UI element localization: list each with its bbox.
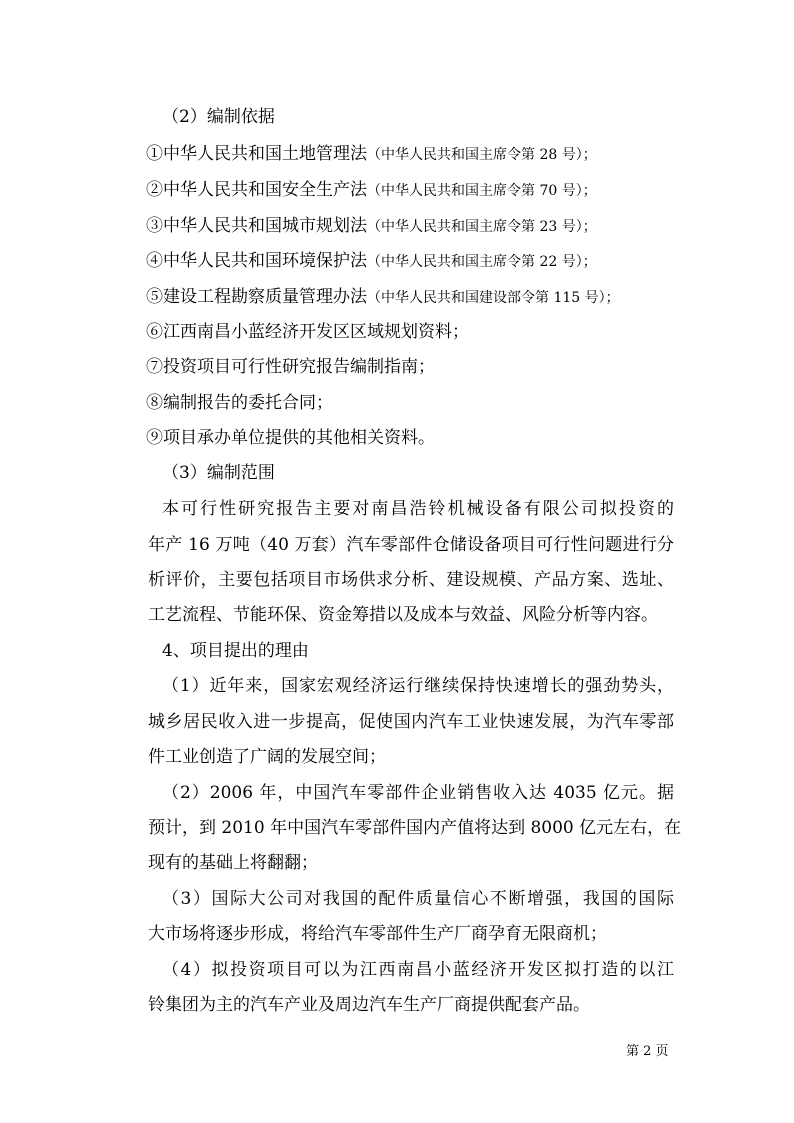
- basis-item: [146, 144, 597, 165]
- scope-line: 析评价，主要包括项目市场供求分析、建设规模、产品方案、选址、: [148, 570, 674, 590]
- basis-item-main: ⑤建设工程勘察质量管理办法: [146, 287, 367, 307]
- page-number: 第 2 页: [626, 1044, 669, 1059]
- scope-line: 本可行性研究报告主要对南昌浩铃机械设备有限公司拟投资的: [162, 499, 674, 519]
- basis-item-main: ⑦投资项目可行性研究报告编制指南；: [146, 357, 435, 377]
- basis-item: [146, 216, 597, 237]
- basis-item: [146, 287, 620, 308]
- scope-line: 工艺流程、节能环保、资金筹措以及成本与效益、风险分析等内容。: [148, 605, 658, 625]
- basis-item-main: ②中华人民共和国安全生产法: [146, 180, 367, 200]
- section-heading-scope: （3）编制范围: [162, 463, 275, 483]
- reason-line: 预计，到 2010 年中国汽车零部件国内产值将达到 8000 亿元左右，在: [148, 818, 682, 838]
- basis-item-ref: （中华人民共和国主席令第 70 号）；: [367, 183, 597, 199]
- scope-line: 年产 16 万吨（40 万套）汽车零部件仓储设备项目可行性问题进行分: [148, 535, 674, 555]
- basis-item-main: ④中华人民共和国环境保护法: [146, 251, 367, 271]
- basis-item: [146, 180, 597, 201]
- reason-line: （3）国际大公司对我国的配件质量信心不断增强，我国的国际: [162, 889, 674, 909]
- basis-item-ref: （中华人民共和国主席令第 23 号）；: [367, 219, 597, 235]
- basis-item-main: ①中华人民共和国土地管理法: [146, 144, 367, 164]
- reason-line: 现有的基础上将翻翻；: [148, 853, 318, 873]
- reason-line: （1）近年来，国家宏观经济运行继续保持快速增长的强劲势头，: [162, 676, 674, 696]
- basis-item: [146, 428, 435, 448]
- basis-item-main: ⑥江西南昌小蓝经济开发区区域规划资料；: [146, 322, 469, 342]
- reason-line: （2）2006 年，中国汽车零部件企业销售收入达 4035 亿元。据: [162, 783, 674, 803]
- reason-line: （4）拟投资项目可以为江西南昌小蓝经济开发区拟打造的以江: [162, 960, 674, 980]
- reason-line: 铃集团为主的汽车产业及周边汽车生产厂商提供配套产品。: [148, 995, 590, 1015]
- section-heading-basis: （2）编制依据: [162, 107, 275, 127]
- reason-line: 大市场将逐步形成，将给汽车零部件生产厂商孕育无限商机；: [148, 924, 607, 944]
- basis-item-ref: （中华人民共和国主席令第 22 号）；: [367, 254, 597, 270]
- basis-item: [146, 393, 333, 413]
- basis-item-main: ⑨项目承办单位提供的其他相关资料。: [146, 428, 435, 448]
- section-heading-reasons: 4、项目提出的理由: [162, 641, 309, 661]
- basis-item-main: ③中华人民共和国城市规划法: [146, 216, 367, 236]
- basis-item: [146, 251, 597, 272]
- reason-line: 件工业创造了广阔的发展空间；: [148, 747, 386, 767]
- reason-line: 城乡居民收入进一步提高，促使国内汽车工业快速发展，为汽车零部: [148, 712, 674, 732]
- basis-item-main: ⑧编制报告的委托合同；: [146, 393, 333, 413]
- basis-item-ref: （中华人民共和国建设部令第 115 号）；: [367, 290, 620, 306]
- basis-item: [146, 357, 435, 377]
- basis-item-ref: （中华人民共和国主席令第 28 号）；: [367, 147, 597, 163]
- basis-item: [146, 322, 469, 342]
